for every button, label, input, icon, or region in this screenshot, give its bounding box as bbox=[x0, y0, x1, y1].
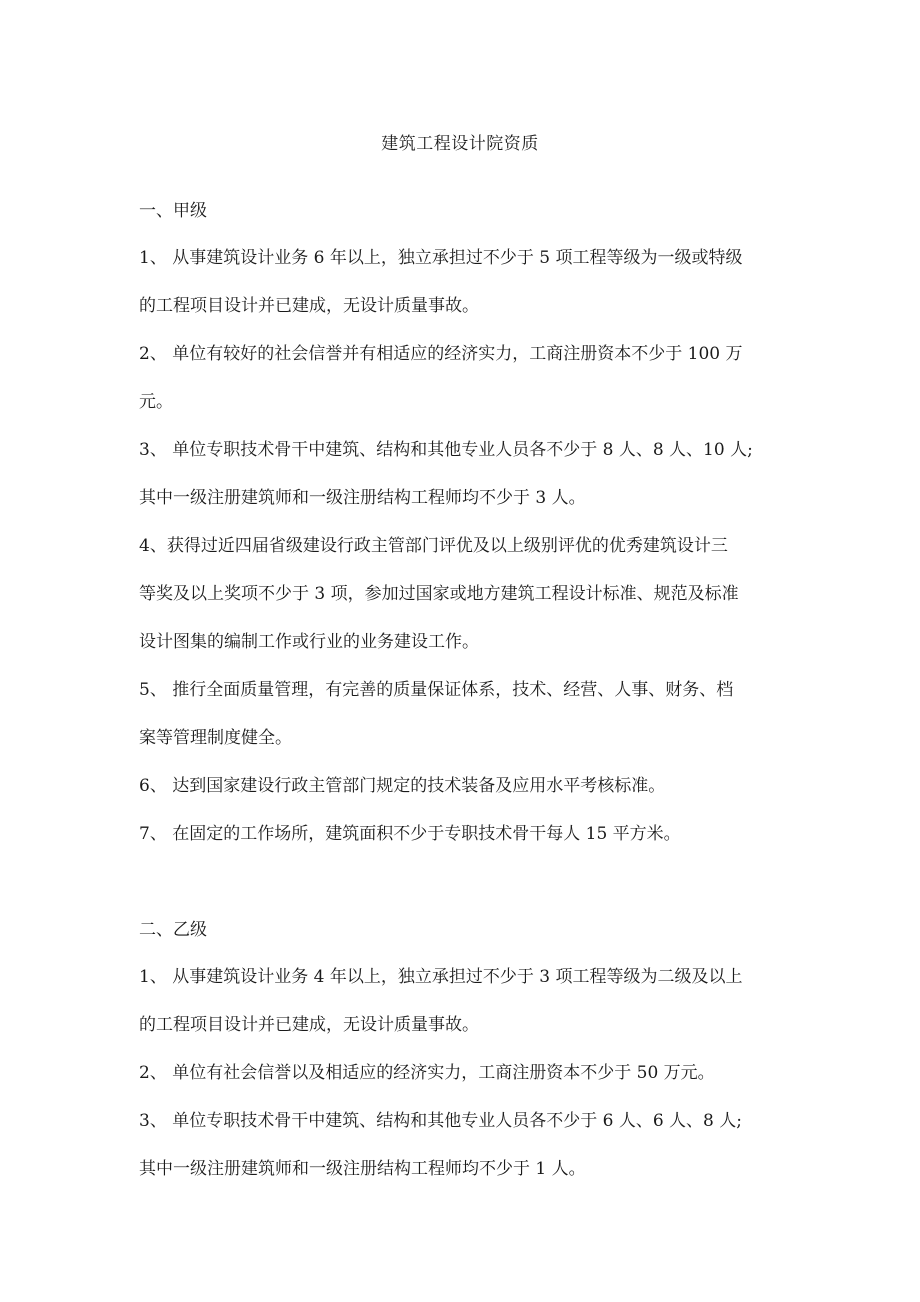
text-line: 5、 推行全面质量管理，有完善的质量保证体系，技术、经营、人事、财务、档 bbox=[139, 680, 734, 700]
text-line: 的工程项目设计并已建成，无设计质量事故。 bbox=[139, 1015, 479, 1035]
text-line: 4、获得过近四届省级建设行政主管部门评优及以上级别评优的优秀建筑设计三 bbox=[139, 536, 728, 556]
text-line: 案等管理制度健全。 bbox=[139, 728, 292, 748]
list-item bbox=[139, 965, 799, 1037]
text-line: 1、 从事建筑设计业务 4 年以上，独立承担过不少于 3 项工程等级为二级及以上 bbox=[139, 967, 743, 987]
list-item bbox=[139, 534, 799, 654]
text-line: 元。 bbox=[139, 392, 173, 412]
text-line: 6、 达到国家建设行政主管部门规定的技术装备及应用水平考核标准。 bbox=[139, 776, 666, 796]
list-item bbox=[139, 438, 799, 510]
list-item bbox=[139, 822, 799, 846]
text-line: 2、 单位有社会信誉以及相适应的经济实力，工商注册资本不少于 50 万元。 bbox=[139, 1063, 715, 1083]
section-heading: 一、甲级 bbox=[139, 201, 207, 221]
text-line: 设计图集的编制工作或行业的业务建设工作。 bbox=[139, 632, 479, 652]
section-grade-a bbox=[139, 199, 799, 870]
text-line: 其中一级注册建筑师和一级注册结构工程师均不少于 3 人。 bbox=[139, 488, 586, 508]
section-heading: 二、乙级 bbox=[139, 920, 207, 940]
text-line: 3、 单位专职技术骨干中建筑、结构和其他专业人员各不少于 8 人、8 人、10 人; bbox=[139, 440, 753, 460]
list-item bbox=[139, 678, 799, 750]
list-item bbox=[139, 246, 799, 318]
text-line: 2、 单位有较好的社会信誉并有相适应的经济实力，工商注册资本不少于 100 万 bbox=[139, 344, 743, 364]
list-item bbox=[139, 342, 799, 414]
text-line: 其中一级注册建筑师和一级注册结构工程师均不少于 1 人。 bbox=[139, 1159, 586, 1179]
list-item bbox=[139, 1061, 799, 1085]
section-grade-b bbox=[139, 918, 799, 1205]
text-line: 1、 从事建筑设计业务 6 年以上，独立承担过不少于 5 项工程等级为一级或特级 bbox=[139, 248, 743, 268]
document-title: 建筑工程设计院资质 bbox=[381, 134, 539, 154]
list-item bbox=[139, 774, 799, 798]
list-item bbox=[139, 1109, 799, 1181]
text-line: 3、 单位专职技术骨干中建筑、结构和其他专业人员各不少于 6 人、6 人、8 人; bbox=[139, 1111, 743, 1131]
text-line: 的工程项目设计并已建成，无设计质量事故。 bbox=[139, 296, 479, 316]
text-line: 7、 在固定的工作场所，建筑面积不少于专职技术骨干每人 15 平方米。 bbox=[139, 824, 681, 844]
text-line: 等奖及以上奖项不少于 3 项，参加过国家或地方建筑工程设计标准、规范及标准 bbox=[139, 584, 739, 604]
